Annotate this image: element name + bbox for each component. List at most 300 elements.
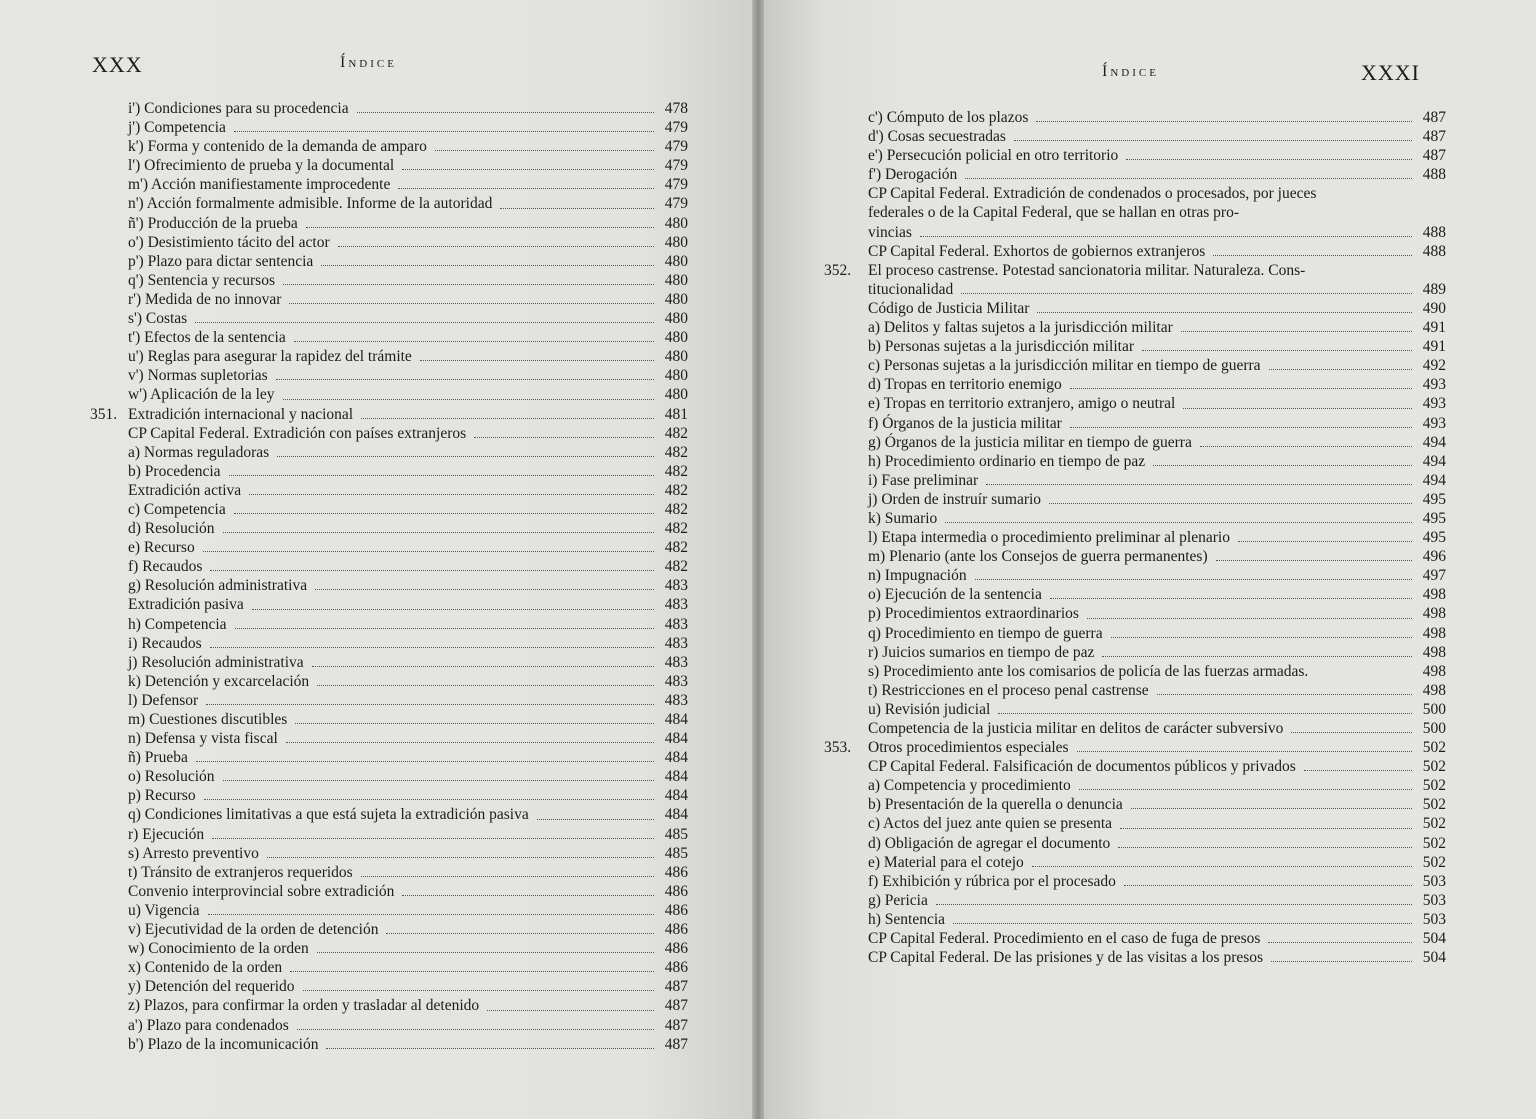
toc-page-number: 486	[664, 921, 688, 939]
dot-leader	[402, 895, 654, 896]
dot-leader	[203, 551, 654, 552]
toc-entry	[824, 738, 1446, 757]
toc-page-number: 484	[664, 711, 688, 728]
toc-page-number: 483	[664, 691, 688, 709]
toc-entry	[90, 481, 688, 500]
dot-leader	[1153, 465, 1412, 466]
toc-entry	[90, 462, 688, 481]
toc-page-number: 503	[1422, 891, 1446, 909]
toc-entry-title: g) Órganos de la justicia militar en tiempo de guerra	[868, 433, 1192, 451]
toc-entry-title: s) Procedimiento ante los comisarios de policía de las fuerzas armadas.	[868, 662, 1309, 680]
toc-entry-title: q) Condiciones limitativas a que está sujeta la extradición pasiva	[128, 806, 529, 824]
toc-entry-title: t) Restricciones en el proceso penal castrense	[868, 681, 1149, 699]
dot-leader	[1102, 656, 1412, 657]
toc-entry-title: CP Capital Federal. Falsificación de documentos públicos y privados	[868, 758, 1296, 776]
toc-entry	[90, 805, 688, 824]
table-of-contents	[90, 99, 688, 1054]
toc-entry	[868, 318, 1446, 337]
toc-page-number: 483	[664, 653, 688, 671]
toc-entry-title: f) Recaudos	[128, 558, 203, 576]
toc-entry	[90, 347, 688, 366]
dot-leader	[321, 265, 654, 266]
running-title: Índice	[1102, 63, 1159, 80]
dot-leader	[1200, 446, 1412, 447]
toc-entry	[90, 901, 688, 920]
section-number: 353.	[824, 739, 852, 757]
toc-entry-title: Extradición pasiva	[128, 596, 244, 614]
dot-leader	[235, 628, 654, 629]
dot-leader	[1157, 694, 1412, 695]
toc-entry	[90, 156, 688, 175]
dot-leader	[196, 761, 654, 762]
toc-entry	[868, 223, 1446, 242]
toc-page-number: 493	[1422, 395, 1446, 413]
dot-leader	[961, 293, 1412, 294]
toc-entry	[90, 882, 688, 901]
toc-entry	[90, 634, 688, 653]
dot-leader	[920, 236, 1412, 237]
dot-leader	[1213, 255, 1412, 256]
dot-leader	[1032, 866, 1412, 867]
toc-entry	[90, 424, 688, 443]
dot-leader	[1118, 847, 1412, 848]
toc-page-number: 495	[1422, 529, 1446, 547]
toc-entry	[868, 700, 1446, 719]
toc-entry-title: s') Costas	[128, 310, 188, 328]
toc-entry	[90, 691, 688, 710]
toc-entry-title: j) Orden de instruír sumario	[868, 490, 1042, 508]
toc-entry-title: h) Competencia	[128, 615, 227, 633]
toc-entry-title: k') Forma y contenido de la demanda de amparo	[128, 138, 427, 156]
toc-entry-title: z) Plazos, para confirmar la orden y trasladar al detenido	[128, 997, 480, 1015]
dot-leader	[998, 713, 1412, 714]
toc-page-number: 502	[1422, 739, 1446, 757]
section-number: 352.	[824, 261, 852, 279]
toc-page-number: 500	[1422, 700, 1446, 718]
toc-entry-title: i) Recaudos	[128, 634, 202, 652]
toc-entry	[868, 891, 1446, 910]
toc-page-number: 486	[664, 940, 688, 958]
toc-entry-title: n') Acción formalmente admisible. Informe de la autoridad	[128, 195, 493, 213]
toc-page-number: 482	[664, 424, 688, 442]
toc-entry-title: j) Resolución administrativa	[128, 653, 304, 671]
dot-leader	[500, 208, 654, 209]
dot-leader	[936, 904, 1412, 905]
toc-page-number: 486	[664, 959, 688, 977]
toc-page-number: 480	[664, 310, 688, 328]
toc-entry	[868, 547, 1446, 566]
toc-entry-title: k) Sumario	[868, 509, 938, 527]
toc-entry-title: b') Plazo de la incomunicación	[128, 1035, 319, 1053]
dot-leader	[312, 666, 654, 667]
toc-page-number: 479	[664, 195, 688, 213]
dot-leader	[315, 589, 654, 590]
toc-entry	[868, 757, 1446, 776]
dot-leader	[317, 952, 654, 953]
toc-entry	[824, 261, 1446, 280]
dot-leader	[474, 437, 654, 438]
toc-entry	[90, 328, 688, 347]
toc-entry-title: a) Normas reguladoras	[128, 443, 270, 461]
toc-entry	[90, 557, 688, 576]
toc-page-number: 480	[664, 386, 688, 404]
toc-entry	[868, 337, 1446, 356]
dot-leader	[295, 723, 654, 724]
toc-entry-title: CP Capital Federal. Extradición de condenados o procesados, por jueces	[868, 185, 1317, 203]
toc-entry	[868, 375, 1446, 394]
toc-page-number: 493	[1422, 376, 1446, 394]
toc-entry-title: m') Acción manifiestamente improcedente	[128, 176, 391, 194]
toc-entry-title: i) Fase preliminar	[868, 471, 979, 489]
dot-leader	[212, 838, 654, 839]
dot-leader	[402, 169, 654, 170]
toc-entry	[90, 538, 688, 557]
toc-page-number: 482	[664, 500, 688, 518]
dot-leader	[208, 914, 654, 915]
dot-leader	[361, 418, 654, 419]
toc-entry	[90, 252, 688, 271]
toc-entry	[90, 825, 688, 844]
dot-leader	[326, 1048, 654, 1049]
dot-leader	[1126, 159, 1412, 160]
dot-leader	[223, 532, 654, 533]
toc-entry	[868, 356, 1446, 375]
dot-leader	[398, 188, 654, 189]
toc-entry	[90, 615, 688, 634]
toc-entry-title: Extradición activa	[128, 481, 242, 499]
toc-entry	[90, 214, 688, 233]
dot-leader	[223, 780, 654, 781]
toc-page-number: 483	[664, 672, 688, 690]
toc-entry-title: CP Capital Federal. Exhortos de gobiernos extranjeros	[868, 242, 1206, 260]
toc-entry-title: b) Presentación de la querella o denuncia	[868, 796, 1123, 814]
toc-page-number: 487	[664, 978, 688, 996]
toc-entry-title: v') Normas supletorias	[128, 367, 268, 385]
toc-entry-title: b) Procedencia	[128, 462, 221, 480]
toc-page-number: 486	[664, 882, 688, 900]
toc-entry-title: q') Sentencia y recursos	[128, 271, 275, 289]
dot-leader	[1037, 312, 1412, 313]
toc-entry-title: a) Delitos y faltas sujetos a la jurisdicción militar	[868, 319, 1173, 337]
toc-entry-title: h) Procedimiento ordinario en tiempo de paz	[868, 452, 1146, 470]
toc-page-number: 483	[664, 615, 688, 633]
dot-leader	[361, 876, 654, 877]
toc-entry	[868, 414, 1446, 433]
toc-entry	[868, 242, 1446, 261]
toc-page-number: 479	[664, 176, 688, 194]
toc-page-number: 494	[1422, 433, 1446, 451]
toc-page-number: 487	[1422, 109, 1446, 126]
toc-entry	[868, 795, 1446, 814]
toc-page-number: 480	[664, 290, 688, 308]
toc-entry	[868, 108, 1446, 127]
dot-leader	[234, 513, 654, 514]
dot-leader	[953, 923, 1412, 924]
toc-entry-title: i') Condiciones para su procedencia	[128, 100, 349, 117]
dot-leader	[1124, 885, 1412, 886]
toc-page-number: 494	[1422, 471, 1446, 489]
toc-page-number: 478	[664, 100, 688, 117]
dot-leader	[1291, 732, 1412, 733]
toc-entry-title: k) Detención y excarcelación	[128, 672, 310, 690]
toc-entry-title: u) Vigencia	[128, 901, 200, 919]
toc-entry-title: ñ') Producción de la prueba	[128, 214, 298, 232]
toc-page-number: 497	[1422, 567, 1446, 585]
toc-page-number: 480	[664, 214, 688, 232]
toc-entry	[868, 719, 1446, 738]
dot-leader	[1070, 388, 1412, 389]
running-title: Índice	[340, 54, 397, 71]
toc-page-number: 503	[1422, 872, 1446, 890]
toc-page-number: 482	[664, 558, 688, 576]
toc-page-number: 503	[1422, 910, 1446, 928]
dot-leader	[1079, 789, 1412, 790]
toc-entry	[90, 996, 688, 1015]
toc-page-number: 480	[664, 329, 688, 347]
toc-entry	[90, 748, 688, 767]
toc-page-number: 498	[1422, 605, 1446, 623]
toc-entry	[90, 672, 688, 691]
dot-leader	[1014, 140, 1412, 141]
toc-entry	[868, 853, 1446, 872]
toc-entry	[868, 471, 1446, 490]
toc-page-number: 481	[664, 405, 688, 423]
toc-page-number: 486	[664, 901, 688, 919]
toc-page-number: 494	[1422, 452, 1446, 470]
toc-page-number: 488	[1422, 242, 1446, 260]
toc-page-number: 504	[1422, 930, 1446, 948]
dot-leader	[986, 484, 1412, 485]
toc-entry	[90, 233, 688, 252]
toc-entry	[90, 653, 688, 672]
dot-leader	[1238, 541, 1412, 542]
dot-leader	[267, 857, 654, 858]
toc-page-number: 490	[1422, 299, 1446, 317]
toc-entry	[90, 118, 688, 137]
toc-entry	[90, 405, 688, 424]
dot-leader	[1120, 828, 1412, 829]
toc-page-number: 491	[1422, 338, 1446, 356]
toc-entry-title: v) Ejecutividad de la orden de detención	[128, 921, 379, 939]
toc-entry	[90, 290, 688, 309]
dot-leader	[1087, 618, 1412, 619]
toc-entry-title: Otros procedimientos especiales	[868, 739, 1069, 757]
toc-entry-title: CP Capital Federal. De las prisiones y de las visitas a los presos	[868, 949, 1264, 967]
toc-entry	[90, 443, 688, 462]
toc-entry-title: b) Personas sujetas a la jurisdicción militar	[868, 338, 1135, 356]
table-of-contents	[824, 108, 1446, 967]
book-gutter	[752, 0, 764, 1119]
dot-leader	[289, 303, 654, 304]
toc-entry	[868, 509, 1446, 528]
dot-leader	[303, 990, 654, 991]
dot-leader	[1269, 369, 1412, 370]
toc-entry-title: c) Actos del juez ante quien se presenta	[868, 815, 1113, 833]
dot-leader	[1050, 598, 1412, 599]
dot-leader	[306, 227, 654, 228]
toc-page-number: 488	[1422, 223, 1446, 241]
toc-entry	[90, 977, 688, 996]
toc-page-number: 480	[664, 348, 688, 366]
toc-page-number: 498	[1422, 586, 1446, 604]
toc-entry-title: g) Pericia	[868, 891, 928, 909]
toc-entry	[868, 433, 1446, 452]
toc-page-number: 488	[1422, 166, 1446, 184]
toc-page-number: 484	[664, 806, 688, 824]
toc-entry-title: c) Competencia	[128, 500, 226, 518]
dot-leader	[1304, 770, 1412, 771]
toc-entry	[868, 566, 1446, 585]
toc-entry-title: n) Impugnación	[868, 567, 967, 585]
toc-entry	[90, 194, 688, 213]
toc-page-number: 502	[1422, 834, 1446, 852]
toc-entry-title: d) Resolución	[128, 520, 215, 538]
toc-page-number: 480	[664, 233, 688, 251]
toc-page-number: 486	[664, 863, 688, 881]
toc-entry-title: a) Competencia y procedimiento	[868, 777, 1071, 795]
toc-page-number: 502	[1422, 796, 1446, 814]
dot-leader	[210, 570, 654, 571]
toc-entry-title: r) Ejecución	[128, 825, 205, 843]
toc-entry	[868, 280, 1446, 299]
toc-entry	[868, 872, 1446, 891]
dot-leader	[1142, 350, 1412, 351]
toc-page-number: 483	[664, 596, 688, 614]
dot-leader	[386, 933, 654, 934]
dot-leader	[290, 971, 654, 972]
toc-entry-title: o) Resolución	[128, 768, 215, 786]
toc-entry-title: h) Sentencia	[868, 910, 946, 928]
dot-leader	[1216, 560, 1412, 561]
dot-leader	[1077, 751, 1412, 752]
toc-entry-title: e) Tropas en territorio extranjero, amigo o neutral	[868, 395, 1176, 413]
toc-entry-title: p) Procedimientos extraordinarios	[868, 605, 1079, 623]
toc-entry-title: d) Obligación de agregar el documento	[868, 834, 1111, 852]
toc-entry	[90, 519, 688, 538]
dot-leader	[1049, 503, 1412, 504]
toc-entry	[868, 490, 1446, 509]
toc-entry-title: w) Conocimiento de la orden	[128, 940, 309, 958]
dot-leader	[487, 1010, 654, 1011]
toc-page-number: 479	[664, 138, 688, 156]
dot-leader	[1036, 121, 1412, 122]
page-number: XXX	[92, 52, 143, 77]
toc-page-number: 482	[664, 462, 688, 480]
toc-entry	[90, 958, 688, 977]
toc-entry-title: titucionalidad	[868, 280, 954, 298]
toc-entry-title: f') Derogación	[868, 166, 958, 184]
toc-entry-title: Extradición internacional y nacional	[128, 405, 354, 423]
dot-leader	[1268, 942, 1412, 943]
toc-entry	[868, 776, 1446, 795]
toc-page-number: 495	[1422, 490, 1446, 508]
toc-entry-title: e) Material para el cotejo	[868, 853, 1024, 871]
toc-entry	[868, 910, 1446, 929]
toc-page-number: 484	[664, 749, 688, 767]
toc-entry	[90, 863, 688, 882]
toc-entry	[868, 203, 1446, 222]
toc-entry-title: q) Procedimiento en tiempo de guerra	[868, 624, 1103, 642]
toc-entry	[90, 729, 688, 748]
dot-leader	[277, 456, 654, 457]
dot-leader	[1070, 427, 1412, 428]
toc-entry	[90, 1016, 688, 1035]
toc-entry-title: f) Exhibición y rúbrica por el procesado	[868, 872, 1116, 890]
toc-entry-title: y) Detención del requerido	[128, 978, 295, 996]
dot-leader	[1111, 637, 1412, 638]
toc-page-number: 498	[1422, 624, 1446, 642]
toc-page-number: 483	[664, 634, 688, 652]
toc-page-number: 485	[664, 825, 688, 843]
toc-entry	[868, 299, 1446, 318]
toc-entry-title: g) Resolución administrativa	[128, 577, 308, 595]
toc-page-number: 482	[664, 520, 688, 538]
dot-leader	[286, 742, 654, 743]
dot-leader	[204, 799, 654, 800]
toc-entry	[868, 681, 1446, 700]
dot-leader	[283, 399, 654, 400]
toc-entry-title: m) Cuestiones discutibles	[128, 711, 288, 728]
toc-entry-title: Código de Justicia Militar	[868, 299, 1030, 317]
dot-leader	[435, 150, 654, 151]
toc-entry	[90, 1035, 688, 1054]
toc-entry-title: r') Medida de no innovar	[128, 290, 282, 308]
toc-page-number: 480	[664, 271, 688, 289]
toc-entry	[868, 834, 1446, 853]
dot-leader	[420, 360, 654, 361]
toc-page-number: 502	[1422, 853, 1446, 871]
toc-page-number: 479	[664, 157, 688, 175]
toc-page-number: 483	[664, 577, 688, 595]
toc-entry	[90, 920, 688, 939]
toc-entry-title: federales o de la Capital Federal, que se hallan en otras pro-	[868, 204, 1239, 222]
toc-page-number: 496	[1422, 548, 1446, 566]
toc-entry-title: t') Efectos de la sentencia	[128, 329, 286, 347]
toc-entry-title: p') Plazo para dictar sentencia	[128, 252, 314, 270]
toc-page-number: 487	[664, 1016, 688, 1034]
dot-leader	[1131, 808, 1412, 809]
dot-leader	[229, 475, 654, 476]
toc-page-number: 482	[664, 481, 688, 499]
left-page	[0, 0, 752, 1119]
toc-entry	[868, 184, 1446, 203]
toc-page-number: 482	[664, 539, 688, 557]
toc-page-number: 487	[664, 997, 688, 1015]
toc-entry	[90, 99, 688, 118]
dot-leader	[1271, 961, 1412, 962]
toc-entry-title: d') Cosas secuestradas	[868, 128, 1006, 146]
toc-entry	[868, 604, 1446, 623]
dot-leader	[195, 322, 654, 323]
toc-entry-title: t) Tránsito de extranjeros requeridos	[128, 863, 353, 881]
toc-page-number: 487	[664, 1035, 688, 1053]
toc-page-number: 480	[664, 367, 688, 385]
toc-entry	[90, 786, 688, 805]
toc-entry	[868, 662, 1446, 681]
toc-page-number: 485	[664, 844, 688, 862]
toc-page-number: 484	[664, 730, 688, 748]
toc-page-number: 502	[1422, 815, 1446, 833]
toc-page-number: 498	[1422, 681, 1446, 699]
toc-entry-title: u') Reglas para asegurar la rapidez del trámite	[128, 348, 412, 366]
dot-leader	[294, 341, 654, 342]
dot-leader	[249, 494, 654, 495]
toc-entry-title: vincias	[868, 223, 912, 241]
toc-page-number: 495	[1422, 509, 1446, 527]
toc-entry-title: e) Recurso	[128, 539, 195, 557]
toc-page-number: 504	[1422, 949, 1446, 967]
toc-entry-title: c') Cómputo de los plazos	[868, 109, 1029, 126]
